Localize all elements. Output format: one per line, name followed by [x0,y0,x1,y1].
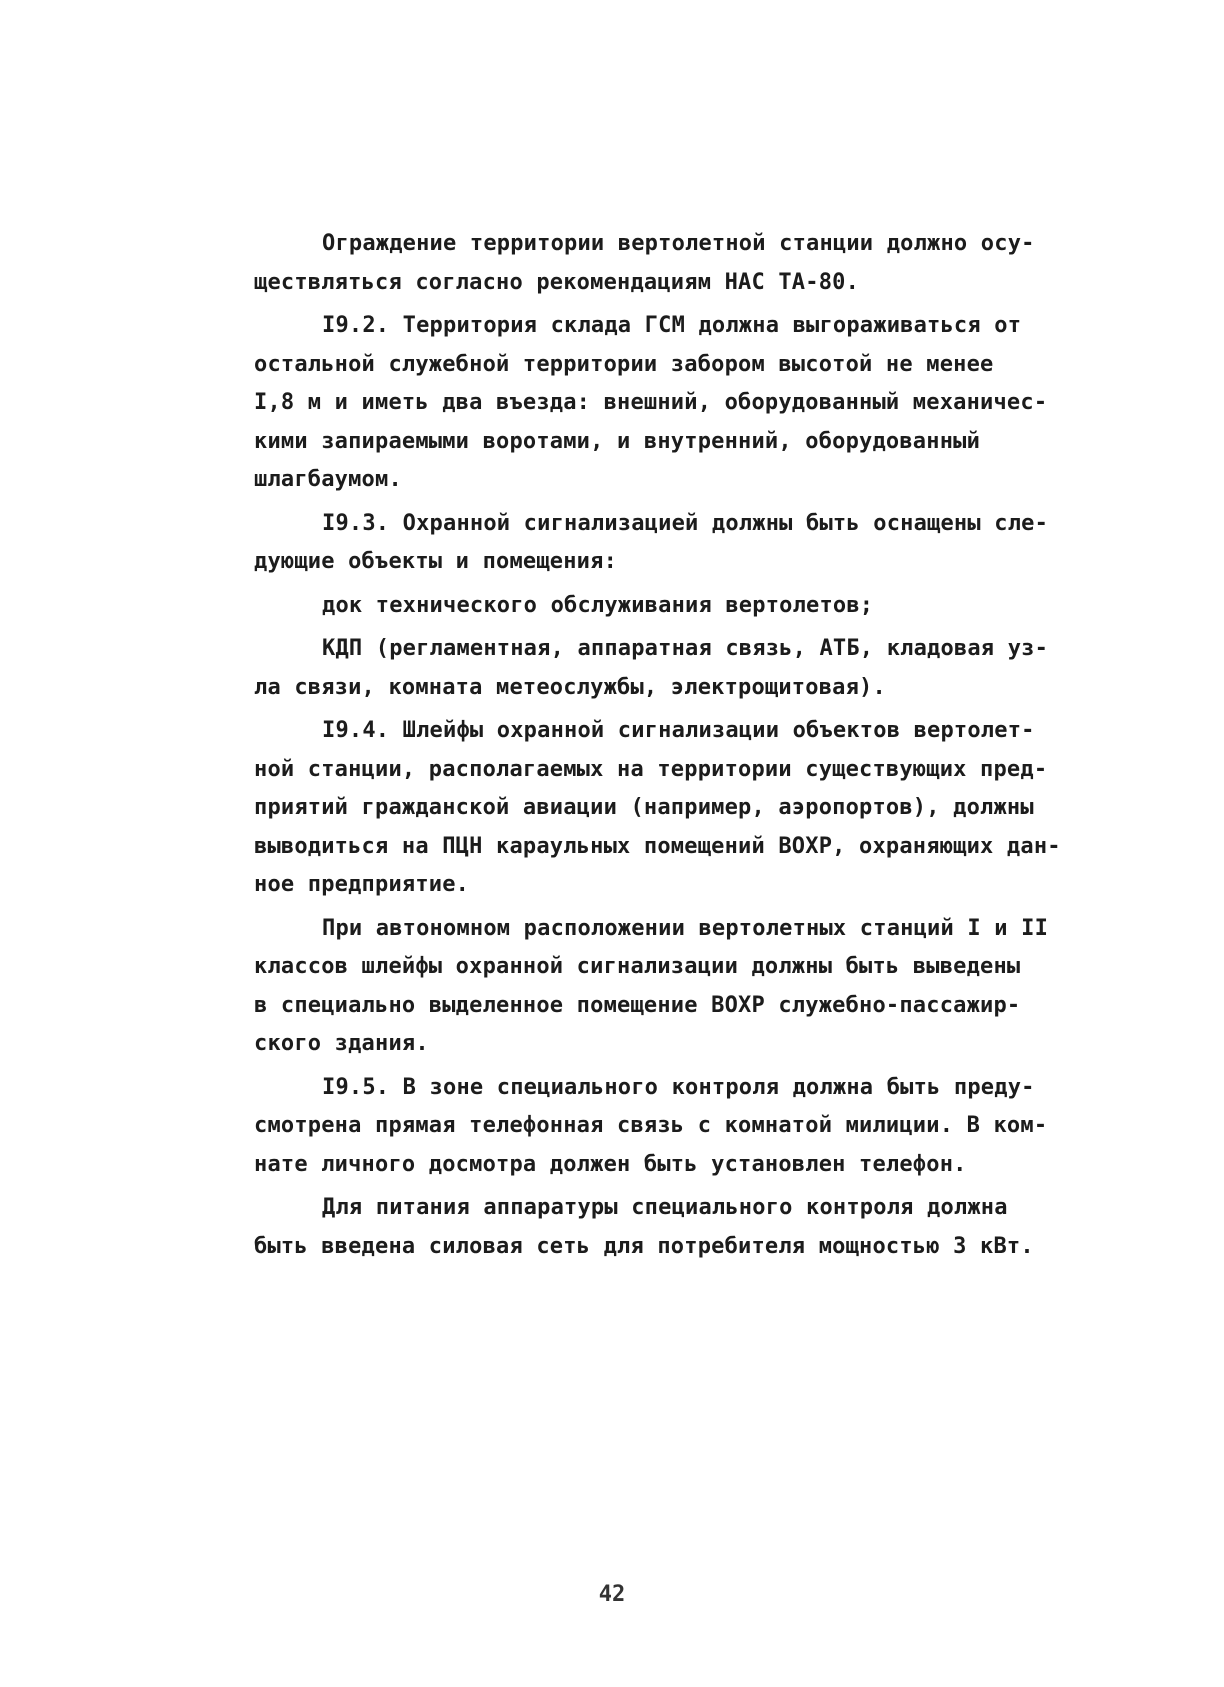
text-line: в специально выделенное помещение ВОХР служебно-пассажир- [254,992,1021,1018]
text-line: приятий гражданской авиации (например, аэропортов), должны [254,795,1034,820]
text-line: I9.4. Шлейфы охранной сигнализации объектов вертолет- [322,718,1035,743]
text-line: док технического обслуживания вертолетов; [322,592,874,618]
text-line: Ограждение территории вертолетной станции должно осу- [322,231,1035,256]
text-line: I,8 м и иметь два въезда: внешний, оборудованный механичес- [254,390,1048,415]
text-line: I9.3. Охранной сигнализацией должны быть оснащены сле- [322,510,1049,536]
text-line: ществляться согласно рекомендациям НАС ТА-80. [254,269,860,295]
text-line: ной станции, располагаемых на территории существующих пред- [254,756,1048,782]
paragraph-kdp [254,630,1116,707]
page-number: 42 [598,1582,626,1607]
text-line: При автономном расположении вертолетных станций I и II [322,915,1049,941]
text-line: классов шлейфы охранной сигнализации должны быть выведены [254,954,1021,979]
paragraph-fencing [254,225,1116,302]
paragraph-19-4 [254,712,1116,905]
text-line: КДП (регламентная, аппаратная связь, АТБ, кладовая уз- [322,636,1049,661]
text-line: I9.2. Территория склада ГСМ должна выгораживаться от [322,313,1022,338]
paragraph-autonomous [254,910,1116,1064]
text-line: Для питания аппаратуры специального контроля должна [322,1195,1008,1220]
text-line: выводиться на ПЦН караульных помещений ВОХР, охраняющих дан- [254,833,1061,859]
text-line: ского здания. [254,1031,429,1056]
text-line: смотрена прямая телефонная связь с комнатой милиции. В ком- [254,1113,1048,1138]
paragraph-19-2 [254,307,1116,500]
text-line: ное предприятие. [254,872,470,897]
text-line: кими запираемыми воротами, и внутренний, оборудованный [254,428,981,454]
paragraph-19-3 [254,505,1116,582]
text-line: быть введена силовая сеть для потребителя мощностью 3 кВт. [254,1233,1034,1259]
paragraph-hangar [254,587,1116,626]
text-line: шлагбаумом. [254,467,402,492]
text-line: нате личного досмотра должен быть установлен телефон. [254,1151,967,1177]
paragraph-power [254,1189,1116,1266]
text-line: I9.5. В зоне специального контроля должна быть преду- [322,1074,1035,1100]
text-line: остальной служебной территории забором высотой не менее [254,351,994,377]
text-line: ла связи, комната метеослужбы, электрощитовая). [254,674,886,700]
paragraph-19-5 [254,1069,1116,1185]
text-line: дующие объекты и помещения: [254,549,618,574]
document-body [254,225,1116,1266]
